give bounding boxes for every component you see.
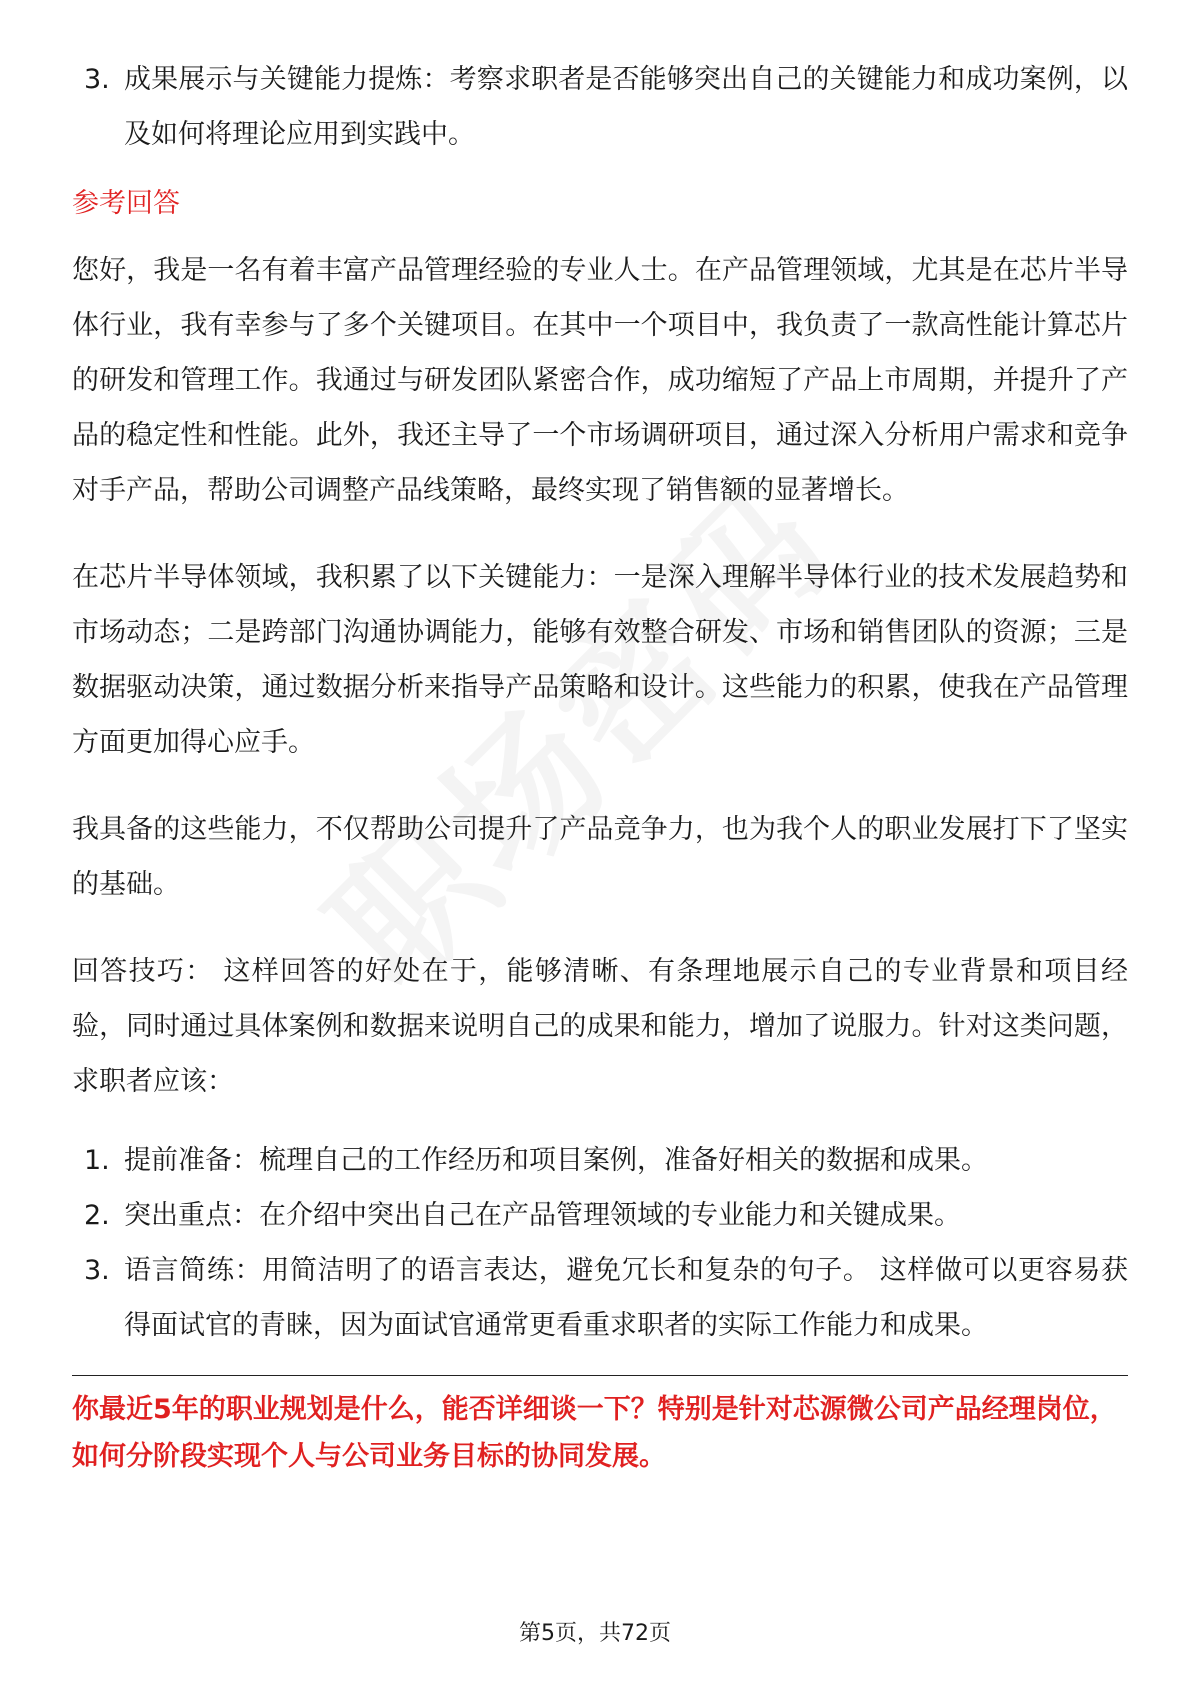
section-divider [72, 1375, 1128, 1376]
tips-item-number: 2. [84, 1200, 110, 1231]
tips-item-number: 1. [84, 1145, 110, 1176]
tips-item-text: 语言简练：用简洁明了的语言表达，避免冗长和复杂的句子。 这样做可以更容易获得面试官的青睐，因为面试官通常更看重求职者的实际工作能力和成果。 [124, 1255, 1128, 1341]
criteria-item-number: 3. [84, 64, 110, 95]
criteria-item-text: 成果展示与关键能力提炼：考察求职者是否能够突出自己的关键能力和成功案例，以及如何将理论应用到实践中。 [124, 64, 1128, 150]
answer-tips-paragraph: 回答技巧： 这样回答的好处在于，能够清晰、有条理地展示自己的专业背景和项目经验，同时通过具体案例和数据来说明自己的成果和能力，增加了说服力。针对这类问题，求职者应该： [72, 956, 1128, 1097]
reference-answer-title: 参考回答 [72, 188, 180, 219]
criteria-item [72, 52, 1128, 162]
next-question-heading: 你最近5年的职业规划是什么，能否详细谈一下？特别是针对芯源微公司产品经理岗位，如何分阶段实现个人与公司业务目标的协同发展。 [72, 1394, 1117, 1472]
criteria-list [72, 52, 1128, 162]
tips-list-item [72, 1133, 1128, 1188]
page-number-footer: 第5页，共72页 [519, 1621, 671, 1646]
answer-paragraph: 在芯片半导体领域，我积累了以下关键能力：一是深入理解半导体行业的技术发展趋势和市场动态；二是跨部门沟通协调能力，能够有效整合研发、市场和销售团队的资源；三是数据驱动决策，通过数据分析来指导产品策略和设计。这些能力的积累，使我在产品管理方面更加得心应手。 [72, 562, 1128, 758]
answer-paragraph: 您好，我是一名有着丰富产品管理经验的专业人士。在产品管理领域，尤其是在芯片半导体行业，我有幸参与了多个关键项目。在其中一个项目中，我负责了一款高性能计算芯片的研发和管理工作。我通过与研发团队紧密合作，成功缩短了产品上市周期，并提升了产品的稳定性和性能。此外，我还主导了一个市场调研项目，通过深入分析用户需求和竞争对手产品，帮助公司调整产品线策略，最终实现了销售额的显著增长。 [72, 255, 1128, 506]
page-content [72, 52, 1128, 1480]
tips-item-text: 提前准备：梳理自己的工作经历和项目案例，准备好相关的数据和成果。 [124, 1145, 988, 1176]
tips-item-number: 3. [84, 1255, 110, 1286]
tips-list-item [72, 1188, 1128, 1243]
answer-paragraph: 我具备的这些能力，不仅帮助公司提升了产品竞争力，也为我个人的职业发展打下了坚实的基础。 [72, 814, 1128, 900]
tips-list [72, 1133, 1128, 1353]
tips-item-text: 突出重点：在介绍中突出自己在产品管理领域的专业能力和关键成果。 [124, 1200, 961, 1231]
tips-list-item [72, 1243, 1128, 1353]
